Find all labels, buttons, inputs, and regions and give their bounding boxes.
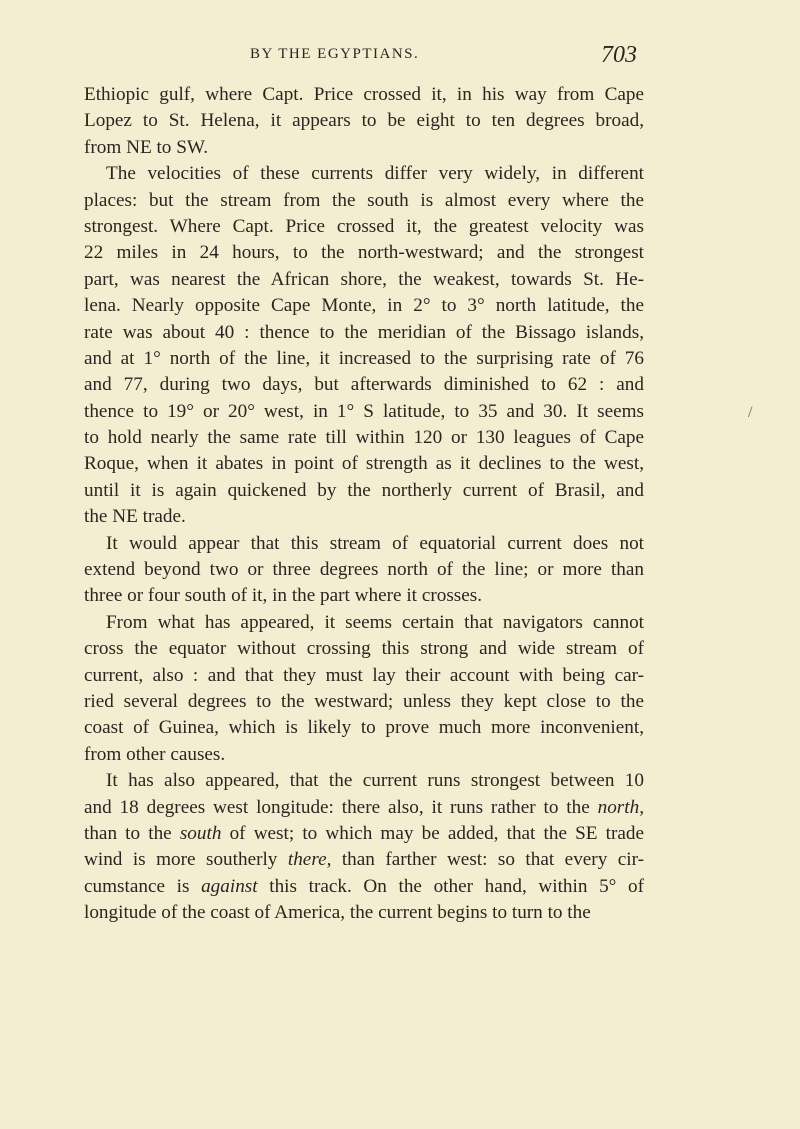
text-line: the NE trade. xyxy=(84,506,186,528)
text-line: from NE to SW. xyxy=(84,136,209,158)
line-text: and 18 degrees west longitude: there also, it runs rather to the xyxy=(84,796,598,818)
text-line: From what has appeared, it seems certain that navigators cannot xyxy=(106,611,644,633)
text-line: ried several degrees to the westward; unless they kept close to the xyxy=(84,690,644,712)
text-line xyxy=(84,874,644,900)
text-line: rate was about 40 : thence to the meridian of the Bissago islands, xyxy=(84,321,644,343)
paragraph-5 xyxy=(84,768,644,926)
text-line: It would appear that this stream of equatorial current does not xyxy=(106,532,644,554)
text-line: coast of Guinea, which is likely to prove much more inconvenient, xyxy=(84,717,644,739)
paragraph-4 xyxy=(84,610,644,768)
text-line: and at 1° north of the line, it increased to the surprising rate of 76 xyxy=(84,347,644,369)
text-line: Roque, when it abates in point of strength as it declines to the west, xyxy=(84,453,644,475)
line-text: than farther west: so that every cir- xyxy=(331,849,644,871)
line-text: than to the xyxy=(84,822,180,844)
text-line: and 77, during two days, but afterwards diminished to 62 : and xyxy=(84,374,644,396)
italic-word: against xyxy=(201,875,258,897)
text-line: strongest. Where Capt. Price crossed it, the greatest velocity was xyxy=(84,215,644,237)
text-line: cross the equator without crossing this strong and wide stream of xyxy=(84,638,644,660)
body-text xyxy=(84,82,644,927)
italic-word: south xyxy=(179,822,222,844)
margin-pencil-mark: / xyxy=(748,404,753,421)
line-text: of west; to which may be added, that the SE trade xyxy=(221,822,644,844)
text-line: current, also : and that they must lay their account with being car- xyxy=(84,664,644,686)
running-head: BY THE EGYPTIANS. xyxy=(250,46,420,62)
paragraph-3 xyxy=(84,531,644,610)
page-number: 703 xyxy=(601,42,637,68)
text-line: extend beyond two or three degrees north of the line; or more than xyxy=(84,559,644,581)
text-line: thence to 19° or 20° west, in 1° S latitude, to 35 and 30. It seems xyxy=(84,400,644,422)
text-line: places: but the stream from the south is almost every where the xyxy=(84,189,644,211)
text-line: to hold nearly the same rate till within 120 or 130 leagues of Cape xyxy=(84,427,644,449)
text-line: The velocities of these currents differ very widely, in different xyxy=(106,163,644,185)
text-line: 22 miles in 24 hours, to the north-westward; and the strongest xyxy=(84,242,644,264)
paragraph-2 xyxy=(84,161,644,530)
text-line: three or four south of it, in the part where it crosses. xyxy=(84,585,483,607)
text-line xyxy=(84,821,644,847)
text-line: Lopez to St. Helena, it appears to be eight to ten degrees broad, xyxy=(84,110,644,132)
italic-word: there, xyxy=(287,849,332,871)
italic-word: north, xyxy=(597,796,644,818)
line-text: this track. On the other hand, within 5° of xyxy=(257,875,644,897)
text-line xyxy=(84,795,644,821)
text-line: It has also appeared, that the current runs strongest between 10 xyxy=(106,770,644,792)
line-text: wind is more southerly xyxy=(84,849,288,871)
text-line xyxy=(84,847,644,873)
text-line: part, was nearest the African shore, the weakest, towards St. He- xyxy=(84,268,644,290)
paragraph-1 xyxy=(84,82,644,161)
text-line: Ethiopic gulf, where Capt. Price crossed it, in his way from Cape xyxy=(84,84,644,105)
text-line: lena. Nearly opposite Cape Monte, in 2° to 3° north latitude, the xyxy=(84,295,644,317)
line-text: cumstance is xyxy=(84,875,202,897)
text-line: from other causes. xyxy=(84,743,226,765)
text-line: longitude of the coast of America, the current begins to turn to the xyxy=(84,902,591,924)
text-line: until it is again quickened by the northerly current of Brasil, and xyxy=(84,479,644,501)
